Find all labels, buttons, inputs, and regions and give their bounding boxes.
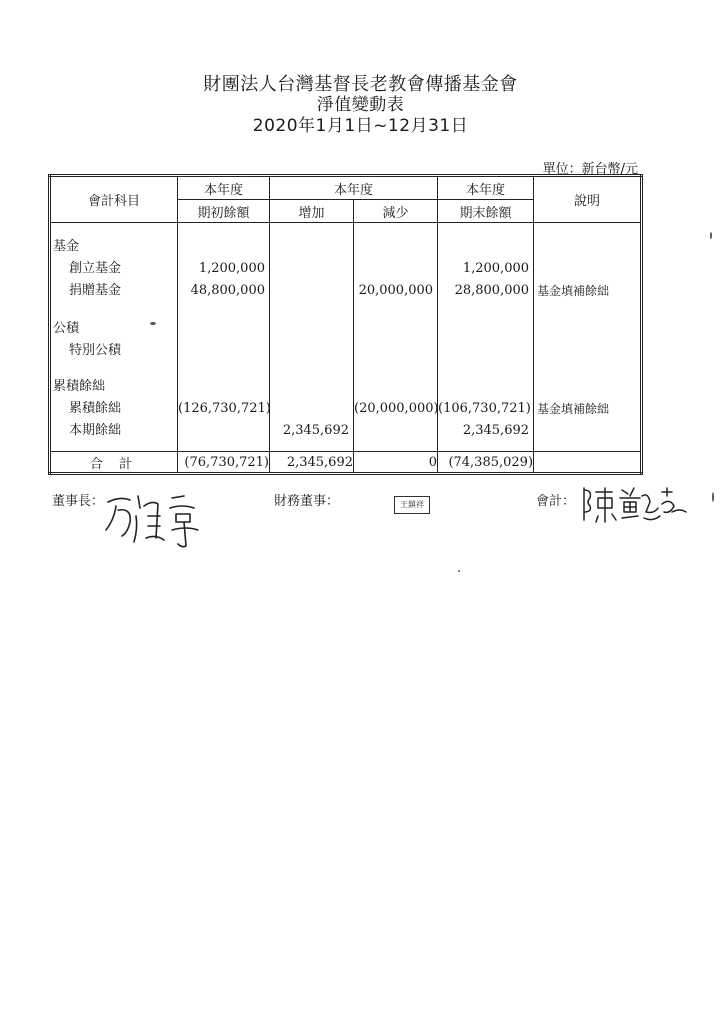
total-opening: (76,730,721) <box>178 452 270 474</box>
chairman-label: 董事長： <box>52 494 105 509</box>
total-row <box>50 452 642 474</box>
opening-column <box>178 223 270 452</box>
closing-column <box>438 223 534 452</box>
total-note <box>534 452 642 474</box>
total-label: 合 計 <box>50 452 178 474</box>
account-label: 公積 <box>53 321 80 336</box>
report-title: 淨值變動表 <box>316 95 405 115</box>
organization-title: 財團法人台灣基督長老教會傳播基金會 <box>203 74 518 95</box>
increase-value: 2,345,692 <box>282 423 349 438</box>
decrease-value: (20,000,000) <box>354 401 439 416</box>
closing-value: 1,200,000 <box>462 261 530 276</box>
note-column <box>534 223 642 452</box>
header-change-year: 本年度 <box>270 176 438 200</box>
total-closing: (74,385,029) <box>438 452 534 474</box>
note-text: 基金填補餘絀 <box>537 284 610 298</box>
header-opening-year: 本年度 <box>178 176 270 200</box>
accountant-label: 會計： <box>536 494 576 509</box>
decrease-value: 20,000,000 <box>358 283 434 298</box>
account-label: 創立基金 <box>69 261 122 276</box>
closing-value: 28,800,000 <box>454 283 530 298</box>
account-label: 基金 <box>53 239 80 254</box>
header-decrease: 減少 <box>354 200 438 223</box>
total-decrease: 0 <box>354 452 438 474</box>
header-closing-year: 本年度 <box>438 176 534 200</box>
finance-director-label: 財務董事： <box>274 494 340 509</box>
title-block <box>0 74 721 137</box>
total-increase: 2,345,692 <box>270 452 354 474</box>
finance-director-stamp <box>394 496 430 514</box>
increase-column <box>270 223 354 452</box>
account-label: 累積餘絀 <box>69 401 122 416</box>
chairman-signature-image <box>98 486 218 550</box>
opening-value: 1,200,000 <box>198 261 265 276</box>
scan-speck <box>712 492 714 502</box>
note-text: 基金填補餘絀 <box>537 402 610 416</box>
header-note: 說明 <box>534 176 642 223</box>
accountant-signature-image <box>578 482 690 526</box>
stamp-text: 王鎮祥 <box>400 500 424 509</box>
closing-value: (106,730,721) <box>438 401 531 416</box>
header-opening: 期初餘額 <box>178 200 270 223</box>
currency-unit: 單位：新台幣/元 <box>542 162 638 177</box>
signature-area <box>0 490 721 560</box>
decrease-column <box>354 223 438 452</box>
net-worth-change-table <box>48 174 643 475</box>
scan-speck <box>458 570 460 572</box>
header-account: 會計科目 <box>50 176 178 223</box>
account-column <box>50 223 178 452</box>
scan-speck <box>710 232 712 239</box>
opening-value: 48,800,000 <box>190 283 265 298</box>
header-closing: 期末餘額 <box>438 200 534 223</box>
report-period: 2020年1月1日~12月31日 <box>252 116 469 136</box>
scan-speck <box>150 322 156 325</box>
account-label: 本期餘絀 <box>69 423 122 438</box>
header-increase: 增加 <box>270 200 354 223</box>
account-label: 累積餘絀 <box>53 379 106 394</box>
opening-value: (126,730,721) <box>178 401 271 416</box>
account-label: 特別公積 <box>69 343 122 358</box>
closing-value: 2,345,692 <box>462 423 530 438</box>
account-label: 捐贈基金 <box>69 283 122 298</box>
